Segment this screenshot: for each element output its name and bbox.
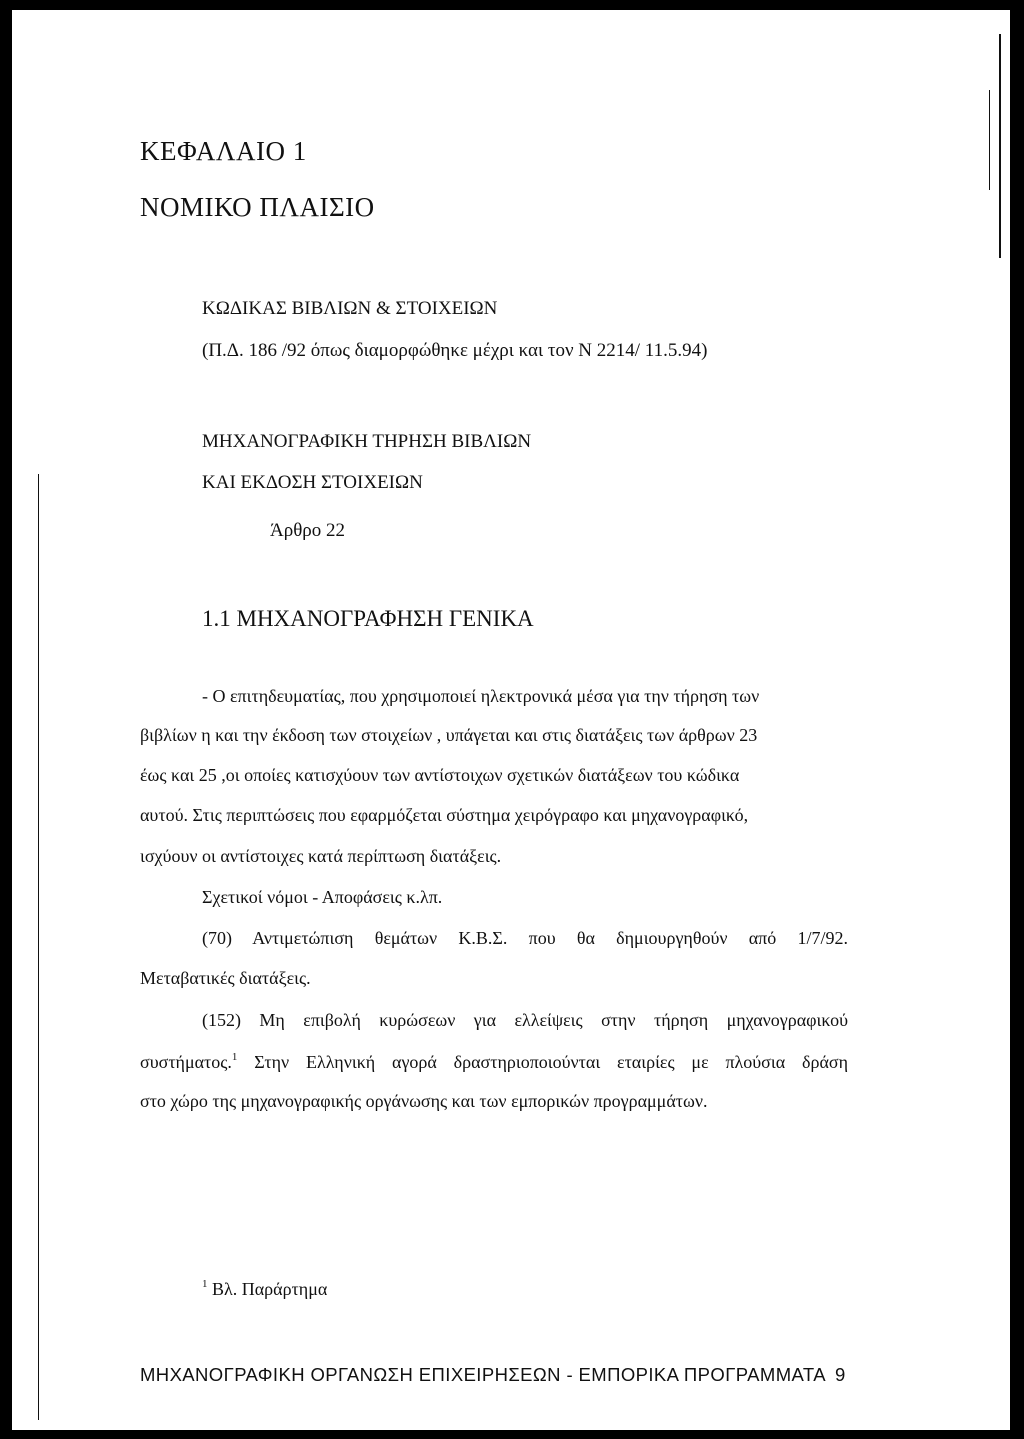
reference-152-line2: [140, 1051, 848, 1073]
section-heading-line2: ΚΑΙ ΕΚΔΟΣΗ ΣΤΟΙΧΕΙΩΝ: [202, 472, 423, 493]
code-title: ΚΩΔΙΚΑΣ ΒΙΒΛΙΩΝ & ΣΤΟΙΧΕΙΩΝ: [202, 298, 498, 319]
article-number: Άρθρο 22: [270, 520, 346, 541]
related-laws-heading: Σχετικοί νόμοι - Αποφάσεις κ.λπ.: [202, 887, 443, 907]
scan-edge-line-right-upper: [999, 34, 1001, 258]
section-heading-line1: ΜΗΧΑΝΟΓΡΑΦΙΚΗ ΤΗΡΗΣΗ ΒΙΒΛΙΩΝ: [202, 431, 532, 452]
footnote-number: 1: [202, 1278, 208, 1290]
reference-152-line2-start: συστήματος.: [140, 1052, 232, 1072]
document-page: [12, 10, 1010, 1430]
paragraph-line: ισχύουν οι αντίστοιχες κατά περίπτωση διατάξεις.: [140, 846, 502, 866]
footer-title: ΜΗΧΑΝΟΓΡΑΦΙΚΗ ΟΡΓΑΝΩΣΗ ΕΠΙΧΕΙΡΗΣΕΩΝ - ΕΜΠΟΡΙΚΑ ΠΡΟΓΡΑΜΜΑΤΑ: [140, 1364, 826, 1385]
chapter-number: ΚΕΦΑΛΑΙΟ 1: [140, 136, 307, 166]
paragraph-line: αυτού. Στις περιπτώσεις που εφαρμόζεται σύστημα χειρόγραφο και μηχανογραφικό,: [140, 805, 749, 825]
reference-152-line3: στο χώρο της μηχανογραφικής οργάνωσης και των εμπορικών προγραμμάτων.: [140, 1091, 708, 1111]
scan-edge-line-right-mark: [989, 90, 990, 190]
reference-70-line1: (70) Αντιμετώπιση θεμάτων Κ.Β.Σ. που θα δημιουργηθούν από 1/7/92.: [202, 928, 848, 948]
subsection-title: 1.1 ΜΗΧΑΝΟΓΡΑΦΗΣΗ ΓΕΝΙΚΑ: [202, 606, 534, 631]
paragraph-line: βιβλίων η και την έκδοση των στοιχείων , υπάγεται και στις διατάξεις των άρθρων 23: [140, 725, 758, 745]
code-decree-reference: (Π.Δ. 186 /92 όπως διαμορφώθηκε μέχρι και τον Ν 2214/ 11.5.94): [202, 340, 708, 361]
paragraph-line: έως και 25 ,οι οποίες κατισχύουν των αντίστοιχων σχετικών διατάξεων του κώδικα: [140, 765, 740, 785]
paragraph-line: - Ο επιτηδευματίας, που χρησιμοποιεί ηλεκτρονικά μέσα για την τήρηση των: [202, 686, 760, 706]
footnote-marker: 1: [231, 1051, 238, 1063]
reference-152-line2-end: Στην Ελληνική αγορά δραστηριοποιούνται εταιρίες με πλούσια δράση: [237, 1052, 848, 1072]
footnote: [202, 1278, 327, 1300]
footnote-text: Βλ. Παράρτημα: [207, 1279, 328, 1299]
page-number: 9: [835, 1364, 846, 1385]
chapter-title: ΝΟΜΙΚΟ ΠΛΑΙΣΙΟ: [140, 192, 375, 222]
scan-edge-line-left: [38, 474, 39, 1420]
reference-152-line1: (152) Μη επιβολή κυρώσεων για ελλείψεις στην τήρηση μηχανογραφικού: [202, 1010, 848, 1030]
reference-70-line2: Μεταβατικές διατάξεις.: [140, 968, 311, 988]
